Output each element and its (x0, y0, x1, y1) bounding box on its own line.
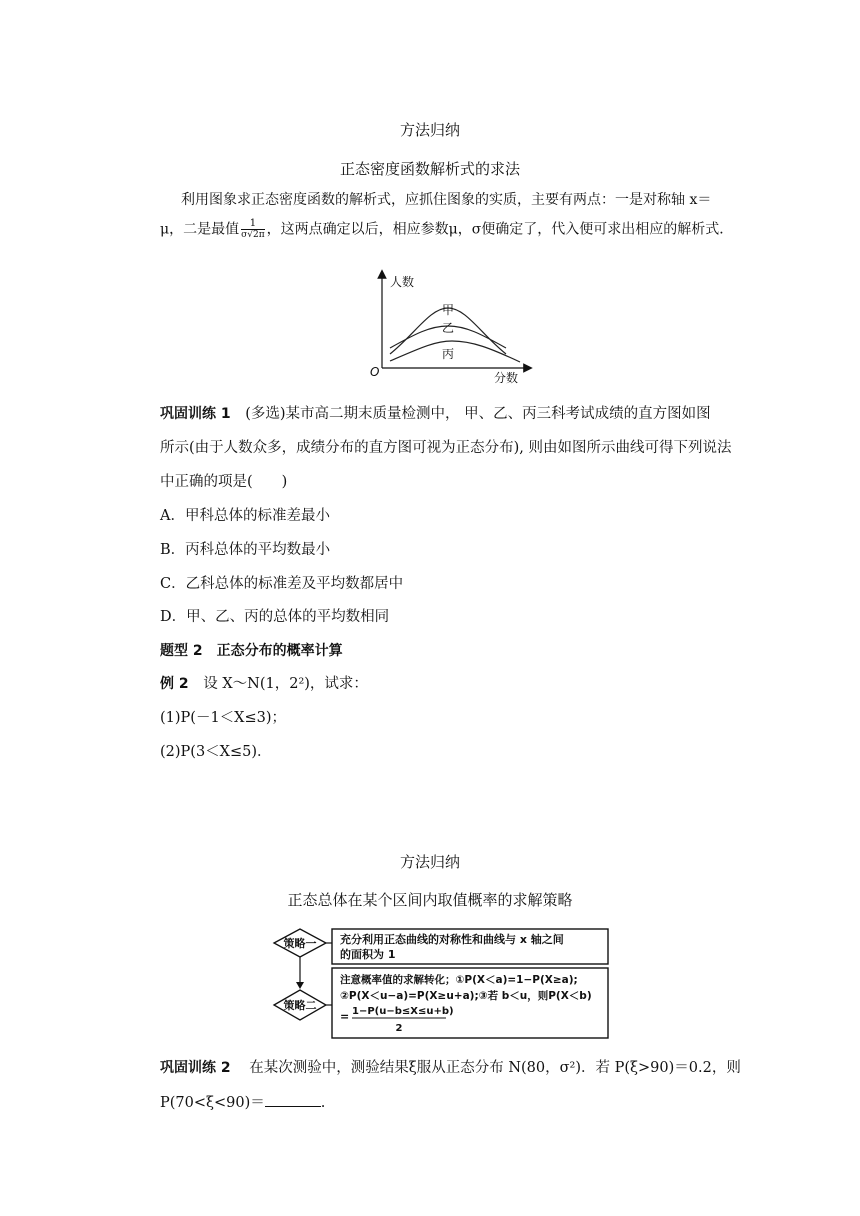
option-d: D．甲、乙、丙的总体的平均数相同 (160, 609, 390, 625)
section-title: 方法归纳 (399, 121, 460, 139)
arrow-down-icon (296, 982, 304, 989)
question-type-heading: 题型 2 正态分布的概率计算 (160, 643, 343, 659)
strategy-2-equals: = (340, 1010, 350, 1023)
example-text: 设 X～N(1，2²)，试求： (203, 676, 368, 692)
paragraph-line (160, 218, 733, 241)
exercise-text: P(70<ξ<90)＝ (160, 1095, 265, 1111)
exercise-label: 巩固训练 2 (160, 1060, 231, 1076)
fraction-numerator: 1 (241, 218, 265, 230)
paragraph-line: 利用图象求正态密度函数的解析式，应抓住图象的实质，主要有两点：一是对称轴 x＝ (181, 192, 712, 208)
option-c: C．乙科总体的标准差及平均数都居中 (160, 576, 404, 592)
exercise-2-line (160, 1092, 325, 1113)
strategy-1-label: 策略一 (283, 937, 317, 950)
section-subtitle: 正态密度函数解析式的求法 (339, 160, 520, 178)
exercise-text: 在某次测验中，测验结果ξ服从正态分布 N(80，σ²)．若 P(ξ>90)＝0.2，则 (249, 1060, 741, 1076)
exercise-text: 中正确的项是( ) (160, 474, 288, 490)
paragraph-text: μ，二是最值 (160, 221, 240, 238)
section-title: 方法归纳 (399, 853, 460, 871)
fraction-denominator: σ√2π (241, 230, 265, 240)
answer-blank[interactable] (265, 1092, 321, 1107)
fraction (241, 218, 265, 241)
strategy-2-text: ②P(X＜u−a)=P(X≥u+a);③若 b＜u，则P(X＜b) (340, 990, 592, 1002)
strategy-diagram (268, 922, 616, 1042)
exercise-text: 所示(由于人数众多，成绩分布的直方图可视为正态分布), 则由如图所示曲线可得下列说法 (160, 440, 732, 456)
example-label: 例 2 (160, 676, 189, 692)
exercise-text: (多选)某市高二期末质量检测中， 甲、乙、丙三科考试成绩的直方图如图 (245, 406, 711, 422)
strategy-2-label: 策略二 (283, 999, 317, 1012)
example-question-1: (1)P(－1＜X≤3)； (160, 710, 287, 726)
strategy-2-fraction-numerator: 1−P(u−b≤X≤u+b) (352, 1006, 454, 1017)
strategy-2-fraction-denominator: 2 (395, 1023, 403, 1034)
exercise-text: . (320, 1095, 326, 1111)
exercise-1-line (160, 404, 711, 424)
exercise-2-line (160, 1058, 741, 1078)
curve-label-bing: 丙 (442, 347, 455, 361)
x-axis-label: 分数 (494, 371, 519, 385)
normal-curves-figure (360, 268, 540, 388)
curve-bing (390, 341, 520, 362)
strategy-1-text: 充分利用正态曲线的对称性和曲线与 x 轴之间 (340, 933, 564, 946)
strategy-2-text: 注意概率值的求解转化；①P(X＜a)=1−P(X≥a); (340, 974, 578, 986)
y-axis-label: 人数 (390, 275, 415, 289)
option-b: B．丙科总体的平均数最小 (160, 542, 331, 558)
paragraph-text: ，这两点确定以后，相应参数μ，σ便确定了，代入便可求出相应的解析式． (266, 221, 734, 238)
option-a: A．甲科总体的标准差最小 (160, 508, 330, 524)
curve-label-yi: 乙 (442, 321, 455, 335)
example-question-2: (2)P(3＜X≤5)． (160, 744, 272, 760)
section-subtitle: 正态总体在某个区间内取值概率的求解策略 (287, 891, 573, 909)
origin-label: O (370, 365, 380, 379)
strategy-1-text: 的面积为 1 (340, 948, 396, 961)
curve-label-jia: 甲 (442, 303, 455, 317)
exercise-label: 巩固训练 1 (160, 406, 231, 422)
example-2-line (160, 674, 368, 694)
